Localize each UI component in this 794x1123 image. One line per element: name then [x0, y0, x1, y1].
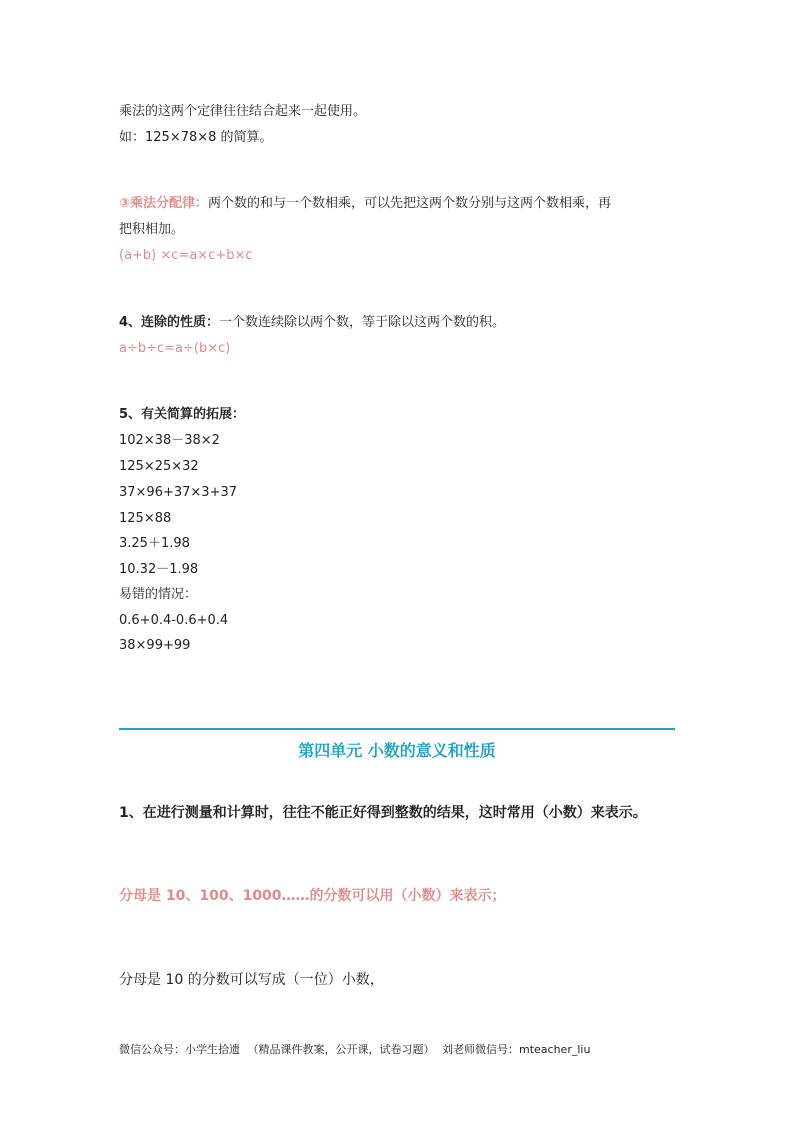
example-item: 3.25＋1.98 [119, 536, 190, 551]
continuous-division-text: 一个数连续除以两个数，等于除以这两个数的积。 [219, 315, 506, 330]
section4-decimal-note: 分母是 10、100、1000……的分数可以用（小数）来表示； [119, 888, 506, 904]
footer [119, 1042, 594, 1058]
example-item: 10.32－1.98 [119, 562, 199, 577]
footer-contact: 刘老师微信号：mteacher_liu [442, 1043, 591, 1056]
distributive-law-label: ③乘法分配律： [119, 196, 209, 211]
example-item: 125×25×32 [119, 459, 199, 474]
example-item: 102×38－38×2 [119, 433, 220, 448]
distributive-law [119, 195, 611, 213]
footer-account: 微信公众号：小学生拾遗 [119, 1043, 240, 1056]
continuous-division-label: 4、连除的性质： [119, 315, 220, 330]
error-label: 易错的情况： [119, 587, 198, 602]
error-example: 38×99+99 [119, 638, 191, 653]
distributive-law-continued: 把积相加。 [119, 222, 185, 237]
footer-description: （精品课件教案，公开课，试卷习题） [247, 1043, 435, 1056]
error-example: 0.6+0.4-0.6+0.4 [119, 613, 229, 628]
section4-item1: 1、在进行测量和计算时，往往不能正好得到整数的结果，这时常用（小数）来表示。 [119, 805, 647, 821]
continuous-division [119, 314, 505, 332]
section4-one-digit: 分母是 10 的分数可以写成（一位）小数， [119, 972, 384, 988]
section-title: 第四单元 小数的意义和性质 [298, 741, 496, 760]
continuous-division-formula: a÷b÷c=a÷(b×c) [119, 341, 231, 356]
distributive-law-text: 两个数的和与一个数相乘，可以先把这两个数分别与这两个数相乘，再 [208, 196, 612, 211]
section-divider [119, 728, 675, 730]
distributive-law-formula: (a+b) ×c=a×c+b×c [119, 248, 253, 263]
extension-title: 5、有关简算的拓展： [119, 407, 246, 422]
paragraph-example: 如：125×78×8 的简算。 [119, 130, 273, 145]
example-item: 125×88 [119, 511, 172, 526]
paragraph-combination: 乘法的这两个定律往往结合起来一起使用。 [119, 104, 367, 119]
example-item: 37×96+37×3+37 [119, 485, 238, 500]
